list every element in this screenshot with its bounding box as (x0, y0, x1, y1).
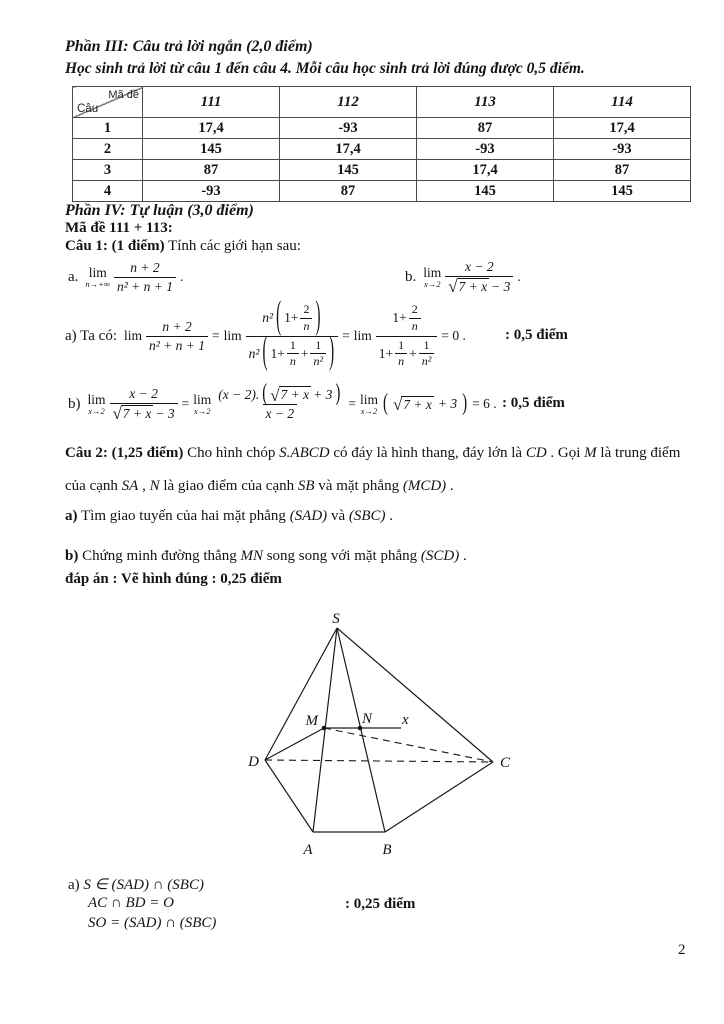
small-fraction (395, 338, 407, 371)
corner-label-ma-de: Mã đề (108, 89, 139, 101)
math-run: SA (121, 478, 139, 494)
fraction-denominator (110, 403, 178, 423)
radical-sign: √ (270, 385, 280, 405)
table-row (73, 118, 691, 139)
small-fraction (409, 302, 421, 335)
small-fraction (310, 338, 326, 371)
fraction-numerator (215, 380, 344, 407)
radicand: 7 + x (458, 279, 488, 294)
table-cell: 87 (554, 160, 691, 181)
fraction-numerator: x − 2 (129, 386, 158, 402)
small-fraction (300, 302, 312, 335)
text-run: Cho hình chóp (187, 445, 276, 461)
right-parenthesis: ) (315, 295, 321, 338)
item-label-a: a) (65, 508, 78, 524)
vertex-label-S: S (332, 611, 340, 627)
math-run: M (584, 445, 597, 461)
lim-operator (85, 266, 110, 289)
big-fraction (246, 295, 338, 373)
table-row (73, 181, 691, 202)
lim-word: lim (193, 391, 212, 407)
fraction (376, 301, 438, 371)
vertex-label-A: A (303, 842, 313, 858)
table-cell: 17,4 (554, 118, 691, 139)
table-cell: 145 (417, 181, 554, 202)
answer-a-line1 (68, 875, 204, 894)
ma-de-line: Mã đề 111 + 113: (65, 220, 173, 236)
square-root (270, 386, 311, 403)
lim-word: lim (353, 328, 372, 343)
fraction-numerator: 1 (423, 337, 430, 352)
one-plus: 1+ (284, 310, 299, 326)
part4-heading: Phần IV: Tự luận (3,0 điểm) (65, 202, 254, 219)
cau2-label: Câu 2: (1,25 điểm) (65, 445, 184, 461)
plus-three: + 3 (313, 386, 333, 402)
table-cell: 87 (417, 118, 554, 139)
cau1-intro: Tính các giới hạn sau: (168, 238, 301, 254)
text-run: . (449, 478, 454, 494)
dap-an-line: đáp án : Vẽ hình đúng : 0,25 điểm (65, 571, 282, 587)
math-run: (SAD) (289, 508, 328, 524)
text-run: và mặt phẳng (318, 478, 400, 494)
item-label-b: b) (65, 548, 79, 564)
item-label-b: b. (405, 268, 417, 285)
math-run: (SCD) (420, 548, 460, 564)
math-run: N (149, 478, 160, 494)
fraction-denominator (445, 276, 513, 296)
one-plus: 1+ (270, 346, 285, 362)
cau2-paragraph-line2 (65, 478, 454, 495)
table-cell: -93 (417, 139, 554, 160)
fraction-denominator: n² (419, 353, 435, 370)
lim-subscript: x→2 (360, 406, 378, 416)
table-cell: 17,4 (280, 139, 417, 160)
pyramid-diagram (230, 603, 530, 873)
fraction-numerator: 2 (411, 301, 418, 316)
right-parenthesis: ) (329, 331, 335, 373)
fraction (146, 318, 208, 354)
radical-sign: √ (112, 404, 122, 424)
square-root (113, 405, 154, 422)
row-header: 4 (73, 181, 143, 202)
table-cell: 87 (280, 181, 417, 202)
table-header-row (73, 87, 691, 118)
row-header: 1 (73, 118, 143, 139)
text-run: Chứng minh đường thẳng (82, 548, 237, 564)
lim-word: lim (87, 391, 106, 407)
set-notation: S ∈ (SAD) ∩ (SBC) (83, 877, 204, 893)
table-cell: -93 (280, 118, 417, 139)
lim-subscript: x→2 (194, 406, 211, 416)
n-squared: n² (262, 310, 274, 326)
plus-sign: + (300, 346, 309, 362)
result-equals-zero: = 0 . (441, 328, 466, 343)
right-parenthesis: ) (462, 390, 468, 416)
fraction-denominator: n (395, 353, 407, 370)
fraction-denominator: n² (310, 353, 326, 370)
result-equals-six: = 6 . (472, 396, 497, 411)
table-cell: 145 (143, 139, 280, 160)
item-label-a: a. (68, 268, 79, 285)
denominator-tail: − 3 (491, 278, 511, 294)
fraction-numerator: n + 2 (130, 259, 160, 275)
edge-DA (265, 760, 313, 832)
fraction-denominator: n² + n + 1 (114, 277, 176, 296)
fraction-numerator (259, 295, 324, 338)
text-run: là trung điểm (600, 445, 681, 461)
part3-note: Học sinh trả lời từ câu 1 đến câu 4. Mỗi câu học sinh trả lời đúng được 0,5 điểm. (65, 60, 585, 77)
ray-label-x: x (402, 712, 409, 728)
lim-word: lim (88, 264, 107, 280)
lim-word: lim (123, 328, 142, 343)
plus-three: + 3 (437, 396, 458, 411)
radical-sign: √ (448, 277, 458, 297)
table-cell: -93 (554, 139, 691, 160)
one-plus: 1+ (378, 346, 394, 362)
cau2-paragraph-line1 (65, 445, 680, 462)
text-run: là giao điểm của cạnh (163, 478, 295, 494)
score-c: : 0,25 điểm (345, 896, 416, 912)
lim-subscript: x→2 (423, 279, 441, 289)
fraction-denominator: n (287, 353, 299, 370)
cau1-label: Câu 1: (1 điểm) (65, 238, 165, 254)
edge-DC-dashed (265, 760, 493, 762)
n-squared: n² (248, 346, 260, 362)
score-a: : 0,5 điểm (505, 327, 568, 343)
radicand: 7 + x (403, 396, 432, 412)
equals-sign: = (181, 396, 190, 411)
equals-sign: = (348, 396, 356, 411)
table-cell: 145 (280, 160, 417, 181)
left-parenthesis: ( (262, 331, 268, 373)
math-run: MN (240, 548, 263, 564)
one-plus: 1+ (392, 310, 407, 326)
lim-word: lim (423, 264, 442, 280)
fraction (215, 380, 344, 423)
answer-a-line2: AC ∩ BD = O (88, 895, 174, 911)
table-cell: 145 (554, 181, 691, 202)
plus-sign: + (409, 346, 417, 362)
lim-operator (193, 393, 211, 416)
cau2-question-b (65, 548, 467, 565)
x-minus-2-factor: (x − 2). (218, 386, 260, 402)
math-run: SB (297, 478, 315, 494)
text-run: . (462, 548, 467, 564)
point-label-N: N (361, 711, 373, 727)
item-label-a: a) (68, 877, 80, 893)
fraction-numerator (389, 301, 423, 336)
square-root (393, 396, 434, 413)
math-run: (SBC) (348, 508, 386, 524)
square-root (448, 278, 489, 295)
fraction-denominator (246, 331, 338, 373)
limit-problem-b (405, 252, 521, 302)
radicand: 7 + x (122, 406, 152, 421)
fraction (110, 385, 178, 422)
score-b: : 0,5 điểm (502, 395, 565, 411)
math-run: (MCD) (402, 478, 447, 494)
text-run: . (389, 508, 394, 524)
fraction-numerator: 1 (398, 337, 405, 352)
table-row (73, 139, 691, 160)
column-header-111: 111 (143, 87, 280, 118)
table-corner-cell (73, 87, 143, 118)
solution-b-label: b) (68, 395, 81, 412)
math-run: CD (525, 445, 547, 461)
edge-SC (337, 628, 493, 762)
table-cell: 17,4 (143, 118, 280, 139)
lim-operator (423, 266, 441, 289)
text-run: Tìm giao tuyến của hai mặt phẳng (80, 508, 286, 524)
column-header-113: 113 (417, 87, 554, 118)
lim-word: lim (223, 328, 242, 343)
row-header: 2 (73, 139, 143, 160)
fraction-numerator: x − 2 (465, 259, 494, 275)
answer-a-line3: SO = (SAD) ∩ (SBC) (88, 915, 217, 931)
column-header-114: 114 (554, 87, 691, 118)
fraction-denominator: n² + n + 1 (146, 336, 208, 355)
lim-operator (360, 393, 378, 416)
fraction-denominator: n (409, 318, 421, 335)
right-parenthesis: ) (335, 380, 341, 407)
cau2-question-a (65, 508, 393, 525)
math-run: S.ABCD (279, 445, 330, 461)
lim-word: lim (360, 391, 379, 407)
table-cell: -93 (143, 181, 280, 202)
fraction (114, 259, 176, 295)
equals-sign: = (212, 328, 220, 343)
fraction-numerator: 2 (303, 301, 310, 316)
left-parenthesis: ( (262, 380, 268, 407)
row-header: 3 (73, 160, 143, 181)
edge-BC (385, 762, 493, 832)
corner-label-cau: Câu (77, 103, 99, 115)
column-header-112: 112 (280, 87, 417, 118)
point-M-dot (322, 726, 327, 731)
small-fraction (287, 338, 299, 371)
limit-problem-a (68, 252, 183, 302)
lim-subscript: n→+∞ (85, 279, 110, 289)
radicand: 7 + x (280, 387, 310, 403)
fraction-numerator: 1 (315, 337, 322, 352)
lim-operator (88, 393, 106, 416)
fraction (445, 258, 513, 295)
table-row (73, 160, 691, 181)
left-parenthesis: ( (383, 390, 389, 416)
page-number: 2 (678, 942, 686, 958)
period: . (180, 269, 184, 284)
table-cell: 17,4 (417, 160, 554, 181)
solution-line-a (65, 296, 466, 376)
text-run: của cạnh (65, 478, 118, 494)
text-run: có đáy là hình thang, đáy lớn là (333, 445, 523, 461)
equals-sign: = (342, 328, 350, 343)
vertex-label-B: B (382, 842, 392, 858)
point-label-M: M (305, 713, 318, 729)
fraction-numerator: n + 2 (162, 318, 192, 334)
radical-sign: √ (393, 395, 403, 415)
text-run: . Gọi (550, 445, 581, 461)
answer-key-table (72, 86, 691, 202)
minus-three: − 3 (155, 405, 175, 421)
fraction-denominator: x − 2 (263, 404, 298, 423)
small-fraction (419, 338, 435, 371)
fraction-denominator: n (300, 318, 312, 335)
vertex-label-C: C (500, 755, 511, 771)
lim-subscript: x→2 (88, 406, 105, 416)
solution-a-label: a) Ta có: (65, 327, 117, 344)
text-run: song song với mặt phẳng (266, 548, 418, 564)
text-run: và (330, 508, 346, 524)
solution-line-b (68, 379, 497, 429)
vertex-label-D: D (248, 754, 259, 770)
fraction-denominator (376, 336, 438, 372)
left-parenthesis: ( (276, 295, 282, 338)
period: . (517, 269, 521, 284)
text-run: , (142, 478, 146, 494)
table-cell: 87 (143, 160, 280, 181)
fraction-numerator: 1 (289, 337, 296, 352)
edge-MC-dashed (324, 728, 493, 762)
part3-heading: Phần III: Câu trả lời ngắn (2,0 điểm) (65, 38, 313, 55)
